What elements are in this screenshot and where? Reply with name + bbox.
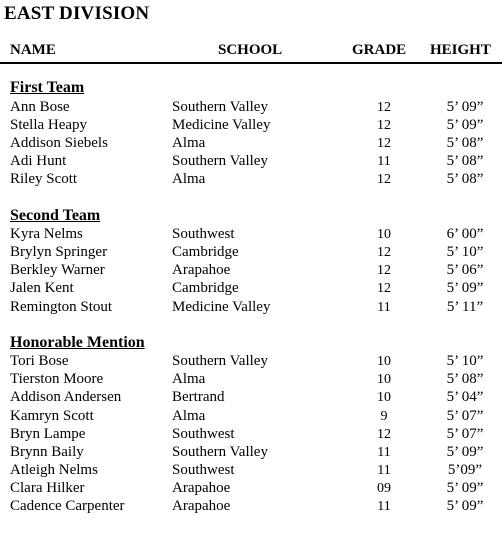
player-height: 5’09” bbox=[447, 462, 483, 478]
player-school: Southern Valley bbox=[172, 444, 268, 460]
player-name: Ann Bose bbox=[10, 99, 70, 115]
table-row bbox=[0, 262, 502, 280]
player-school: Southern Valley bbox=[172, 99, 268, 115]
player-height: 5’ 09” bbox=[446, 117, 484, 133]
table-row bbox=[0, 353, 502, 371]
player-name: Jalen Kent bbox=[10, 280, 74, 296]
player-grade: 11 bbox=[377, 463, 391, 478]
section-title-first-team: First Team bbox=[10, 79, 85, 96]
player-school: Southern Valley bbox=[172, 353, 268, 369]
table-row bbox=[0, 462, 502, 480]
player-name: Tori Bose bbox=[10, 353, 69, 369]
table-row bbox=[0, 171, 502, 189]
player-grade: 12 bbox=[377, 281, 391, 296]
player-school: Alma bbox=[172, 135, 206, 151]
player-height: 5’ 10” bbox=[446, 244, 484, 260]
player-grade: 11 bbox=[377, 300, 391, 315]
player-name: Kyra Nelms bbox=[10, 226, 83, 242]
table-row bbox=[0, 299, 502, 317]
player-name: Tierston Moore bbox=[10, 371, 104, 387]
player-height: 5’ 09” bbox=[446, 280, 484, 296]
player-grade: 10 bbox=[377, 354, 391, 369]
player-grade: 11 bbox=[377, 445, 391, 460]
player-grade: 12 bbox=[377, 427, 391, 442]
table-row bbox=[0, 408, 502, 426]
player-height: 5’ 07” bbox=[446, 426, 484, 442]
player-height: 5’ 08” bbox=[446, 153, 484, 169]
player-grade: 10 bbox=[377, 372, 391, 387]
column-header-school: SCHOOL bbox=[218, 42, 283, 58]
player-name: Atleigh Nelms bbox=[10, 462, 98, 478]
player-height: 5’ 10” bbox=[446, 353, 484, 369]
player-school: Alma bbox=[172, 171, 206, 187]
player-name: Cadence Carpenter bbox=[10, 498, 125, 514]
player-school: Medicine Valley bbox=[172, 117, 271, 133]
player-name: Bryn Lampe bbox=[10, 426, 86, 442]
player-grade: 12 bbox=[377, 100, 391, 115]
player-height: 5’ 04” bbox=[446, 389, 484, 405]
player-name: Addison Siebels bbox=[10, 135, 108, 151]
player-height: 5’ 06” bbox=[446, 262, 484, 278]
player-height: 5’ 11” bbox=[446, 299, 484, 315]
player-grade: 10 bbox=[377, 390, 391, 405]
table-row bbox=[0, 389, 502, 407]
player-grade: 10 bbox=[377, 227, 391, 242]
table-row bbox=[0, 153, 502, 171]
player-name: Remington Stout bbox=[10, 299, 113, 315]
player-school: Southern Valley bbox=[172, 153, 268, 169]
player-name: Addison Andersen bbox=[10, 389, 122, 405]
table-row bbox=[0, 117, 502, 135]
player-grade: 09 bbox=[377, 481, 391, 496]
player-school: Southwest bbox=[172, 426, 235, 442]
player-grade: 12 bbox=[377, 263, 391, 278]
player-height: 5’ 09” bbox=[446, 480, 484, 496]
section-title-second-team: Second Team bbox=[10, 207, 101, 224]
player-school: Southwest bbox=[172, 462, 235, 478]
player-name: Adi Hunt bbox=[10, 153, 67, 169]
table-row bbox=[0, 480, 502, 498]
player-name: Berkley Warner bbox=[10, 262, 105, 278]
player-height: 5’ 07” bbox=[446, 408, 484, 424]
player-height: 5’ 08” bbox=[446, 371, 484, 387]
player-name: Clara Hilker bbox=[10, 480, 85, 496]
player-grade: 11 bbox=[377, 154, 391, 169]
player-height: 5’ 09” bbox=[446, 498, 484, 514]
player-school: Arapahoe bbox=[172, 262, 231, 278]
player-name: Riley Scott bbox=[10, 171, 78, 187]
player-school: Alma bbox=[172, 371, 206, 387]
player-school: Cambridge bbox=[172, 280, 239, 296]
player-grade: 11 bbox=[377, 499, 391, 514]
table-row bbox=[0, 244, 502, 262]
player-grade: 12 bbox=[377, 245, 391, 260]
column-header-height: HEIGHT bbox=[430, 42, 491, 58]
page-title: EAST DIVISION bbox=[4, 3, 150, 24]
player-height: 5’ 09” bbox=[446, 444, 484, 460]
player-school: Alma bbox=[172, 408, 206, 424]
column-header-row bbox=[0, 42, 502, 64]
player-school: Arapahoe bbox=[172, 498, 231, 514]
player-name: Brynn Baily bbox=[10, 444, 84, 460]
player-height: 5’ 09” bbox=[446, 99, 484, 115]
column-header-grade: GRADE bbox=[352, 42, 407, 58]
section-title-honorable-mention: Honorable Mention bbox=[10, 334, 145, 351]
table-row bbox=[0, 426, 502, 444]
player-height: 6’ 00” bbox=[446, 226, 484, 242]
player-name: Brylyn Springer bbox=[10, 244, 108, 260]
table-row bbox=[0, 371, 502, 389]
player-grade: 12 bbox=[377, 136, 391, 151]
player-school: Medicine Valley bbox=[172, 299, 271, 315]
table-row bbox=[0, 135, 502, 153]
player-name: Kamryn Scott bbox=[10, 408, 94, 424]
player-grade: 12 bbox=[377, 118, 391, 133]
player-school: Arapahoe bbox=[172, 480, 231, 496]
player-school: Bertrand bbox=[172, 389, 225, 405]
player-school: Cambridge bbox=[172, 244, 239, 260]
table-row bbox=[0, 444, 502, 462]
player-height: 5’ 08” bbox=[446, 171, 484, 187]
table-row bbox=[0, 498, 502, 516]
column-header-name: NAME bbox=[10, 42, 56, 58]
table-row bbox=[0, 99, 502, 117]
player-grade: 9 bbox=[380, 409, 388, 424]
table-row bbox=[0, 226, 502, 244]
player-name: Stella Heapy bbox=[10, 117, 88, 133]
table-row bbox=[0, 280, 502, 298]
player-grade: 12 bbox=[377, 172, 391, 187]
player-height: 5’ 08” bbox=[446, 135, 484, 151]
player-school: Southwest bbox=[172, 226, 235, 242]
